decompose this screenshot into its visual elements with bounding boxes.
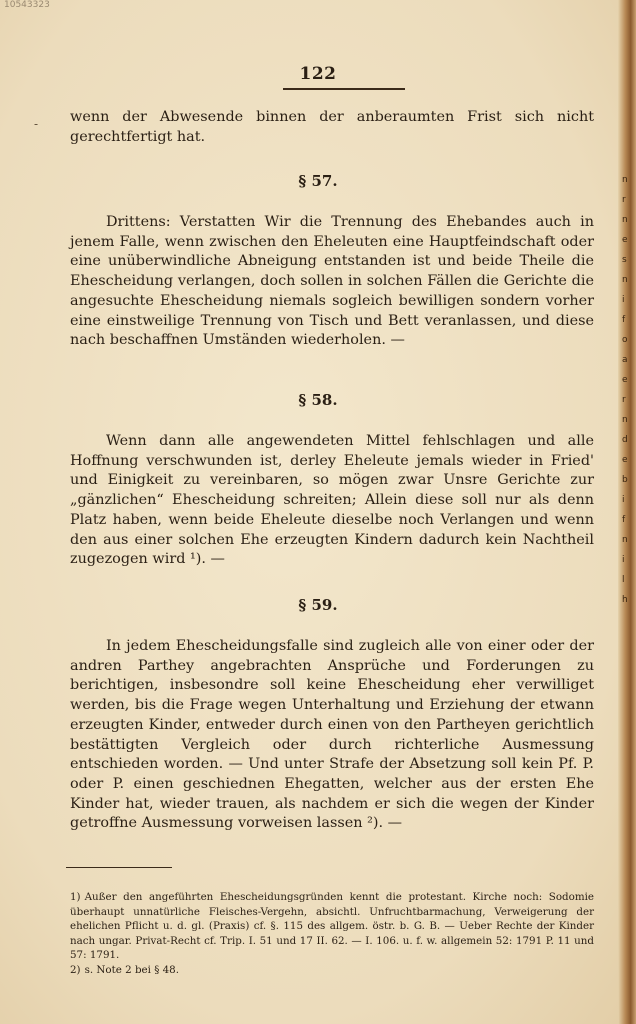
footnote-text: s. Note 2 bei § 48. bbox=[84, 963, 179, 976]
paragraph-text: wenn der Abwesende binnen der anberaumten Frist sich nicht gerechtfertigt hat. bbox=[70, 109, 594, 145]
section-heading-57: § 57. bbox=[298, 172, 338, 190]
paragraph-continuation bbox=[70, 108, 594, 147]
edge-letter: h bbox=[622, 595, 628, 605]
edge-letter: i bbox=[622, 555, 625, 565]
margin-mark: - bbox=[34, 117, 39, 131]
edge-letters bbox=[622, 170, 632, 610]
section-heading-58: § 58. bbox=[298, 391, 338, 409]
edge-letter: s bbox=[622, 255, 627, 265]
next-page-edge bbox=[618, 0, 636, 1024]
paragraph-text: In jedem Ehescheidungsfalle sind zugleich alle von einer oder der andren Parthey angebrachten Ansprüche und Forderungen zu berichtigen, insbesondre soll keine Ehescheidung eher verwilliget werden, bis die Frage wegen Unterhaltung und Erziehung der etwann erzeugten Kinder, entweder durch einen von den Partheyen gerichtlich bestättigten Vergleich oder durch richterliche Ausmessung entschieden worden. — Und unter Strafe der Absetzung soll kein Pf. P. oder P. einen geschiednen Ehegatten, welcher aus der ersten Ehe Kinder hat, wieder trauen, als nachdem er sich die wegen der Kinder getroffne Ausmessung vorweisen lassen ²). — bbox=[70, 638, 594, 832]
footnotes bbox=[70, 890, 594, 978]
edge-letter: l bbox=[622, 575, 625, 585]
paragraph-text: Wenn dann alle angewendeten Mittel fehlschlagen und alle Hoffnung verschwunden ist, derley Eheleute jemals wieder in Fried' und Einigkeit zu vereinbaren, so mögen zwar Unsre Gerichte zur „gänzlichen“ Ehescheidung schreiten; Allein diese soll nur als denn Platz haben, wenn beide Eheleute dieselbe noch Verlangen und wenn den aus einer solchen Ehe erzeugten Kindern dadurch kein Nachtheil zugezogen wird ¹). — bbox=[70, 433, 594, 568]
edge-letter: o bbox=[622, 335, 628, 345]
edge-letter: r bbox=[622, 395, 626, 405]
edge-letter: n bbox=[622, 175, 628, 185]
edge-letter: f bbox=[622, 315, 626, 325]
paragraph-text: Drittens: Verstatten Wir die Trennung des Ehebandes auch in jenem Falle, wenn zwischen den Eheleuten eine Hauptfeindschaft oder eine unüberwindliche Abneigung entstanden ist und beide Theile die Ehescheidung verlangen, doch sollen in solchen Fällen die Gerichte die angesuchte Ehescheidung niemals sogleich bewilligen sondern vorher eine einstweilige Trennung von Tisch und Bett veranlassen, und diese nach beschaffnen Umständen wiederholen. — bbox=[70, 214, 594, 349]
footnote-2 bbox=[70, 963, 594, 978]
catalog-id: 10543323 bbox=[4, 0, 50, 10]
edge-letter: e bbox=[622, 375, 628, 385]
footnote-1 bbox=[70, 890, 594, 963]
edge-letter: n bbox=[622, 215, 628, 225]
edge-letter: f bbox=[622, 515, 626, 525]
section-heading-59: § 59. bbox=[298, 596, 338, 614]
page-number-rule bbox=[283, 88, 405, 90]
paragraph-section-57 bbox=[70, 213, 594, 351]
edge-letter: b bbox=[622, 475, 628, 485]
edge-letter: r bbox=[622, 195, 626, 205]
paragraph-section-58 bbox=[70, 432, 594, 570]
edge-letter: a bbox=[622, 355, 628, 365]
edge-letter: e bbox=[622, 455, 628, 465]
footnote-rule bbox=[66, 867, 172, 868]
edge-letter: n bbox=[622, 415, 628, 425]
footnote-number: 2) bbox=[70, 963, 81, 976]
edge-letter: d bbox=[622, 435, 628, 445]
edge-letter: i bbox=[622, 495, 625, 505]
edge-letter: i bbox=[622, 295, 625, 305]
footnote-number: 1) bbox=[70, 891, 81, 903]
footnote-text: Außer den angeführten Ehescheidungsgründen kennt die protestant. Kirche noch: Sodomie überhaupt unnatürliche Fleisches-Vergehn, absichtl. Unfruchtbarmachung, Verweigerung der ehelichen Pflicht u. d. gl. (Praxis) cf. §. 115 des allgem. östr. b. G. B. — Ueber Rechte der Kinder nach ungar. Privat-Recht cf. Trip. I. 51 und 17 II. 62. — I. 106. u. f. w. allgemein 52: 1791 P. 11 und 57: 1791. bbox=[70, 891, 594, 962]
edge-letter: n bbox=[622, 535, 628, 545]
edge-letter: e bbox=[622, 235, 628, 245]
page-number: 122 bbox=[299, 64, 337, 84]
edge-letter: n bbox=[622, 275, 628, 285]
paragraph-section-59 bbox=[70, 637, 594, 834]
